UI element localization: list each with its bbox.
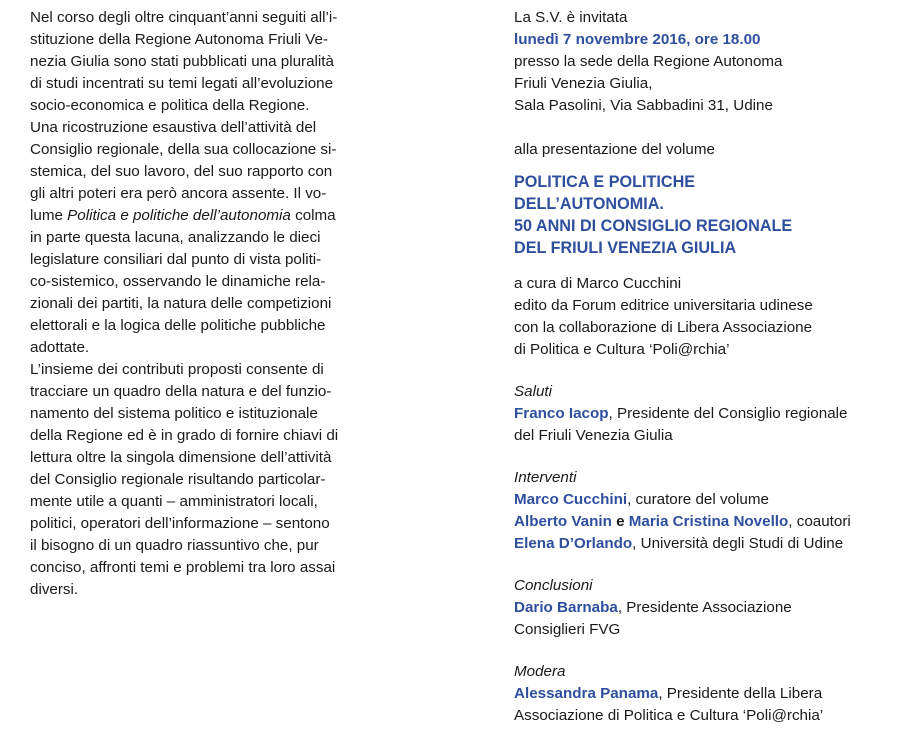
credit-line: edito da Forum editrice universitaria udinese xyxy=(514,297,813,314)
spacer xyxy=(514,641,899,661)
paragraph-line: Una ricostruzione esaustiva dell’attività del xyxy=(30,119,317,136)
event-date: lunedì 7 novembre 2016, ore 18.00 xyxy=(514,31,761,48)
paragraph-line: Consiglio regionale, della sua collocazione si- xyxy=(30,141,337,158)
section-label-saluti: Saluti xyxy=(514,383,552,400)
speaker-name: Dario Barnaba xyxy=(514,599,618,616)
speaker-role: , Presidente della Libera xyxy=(658,685,823,702)
paragraph-line: di studi incentrati su temi legati all’evoluzione xyxy=(30,75,334,92)
speaker-role-line: del Friuli Venezia Giulia xyxy=(514,427,673,444)
paragraph-line: Nel corso degli oltre cinquant’anni seguiti all’i- xyxy=(30,9,338,26)
speaker-line xyxy=(514,683,899,705)
speaker-role: , coautori xyxy=(788,513,851,530)
paragraph-line: in parte questa lacuna, analizzando le dieci xyxy=(30,229,321,246)
invitation-column xyxy=(514,7,899,727)
paragraph-line: L’insieme dei contributi proposti consente di xyxy=(30,361,324,378)
description-column xyxy=(30,7,380,601)
credit-line: a cura di Marco Cucchini xyxy=(514,275,682,292)
book-title-line: 50 ANNI DI CONSIGLIO REGIONALE xyxy=(514,217,793,235)
speaker-name: Marco Cucchini xyxy=(514,491,628,508)
spacer xyxy=(514,555,899,575)
speaker-role: , curatore del volume xyxy=(627,491,769,508)
speaker-line xyxy=(514,403,899,425)
paragraph-line: co-sistemico, osservando le dinamiche rela- xyxy=(30,273,326,290)
presentation-line: alla presentazione del volume xyxy=(514,141,715,158)
speaker-name: Maria Cristina Novello xyxy=(628,513,789,530)
spacer xyxy=(514,117,899,139)
paragraph-line: del Consiglio regionale risultando particolar- xyxy=(30,471,326,488)
section-label-conclusioni: Conclusioni xyxy=(514,577,593,594)
paragraph-line: stemica, del suo lavoro, del suo rapporto con xyxy=(30,163,333,180)
spacer xyxy=(514,161,899,171)
speaker-name: Elena D’Orlando xyxy=(514,535,633,552)
speaker-line xyxy=(514,597,899,619)
paragraph-line: stituzione della Regione Autonoma Friuli Ve- xyxy=(30,31,329,48)
book-title-line: DEL FRIULI VENEZIA GIULIA xyxy=(514,239,737,257)
paragraph-line: il bisogno di un quadro riassuntivo che, pur xyxy=(30,537,319,554)
speaker-line xyxy=(514,533,899,555)
venue-line: presso la sede della Regione Autonoma xyxy=(514,53,783,70)
book-title-line: POLITICA E POLITICHE xyxy=(514,173,696,191)
spacer xyxy=(514,361,899,381)
paragraph-line: namento del sistema politico e istituzionale xyxy=(30,405,318,422)
book-title-line: DELL’AUTONOMIA. xyxy=(514,195,664,213)
section-label-modera: Modera xyxy=(514,663,566,680)
paragraph-line: lettura oltre la singola dimensione dell’attività xyxy=(30,449,332,466)
paragraph-line: della Regione ed è in grado di fornire chiavi di xyxy=(30,427,339,444)
spacer xyxy=(514,447,899,467)
paragraph-line: elettorali e la logica delle politiche pubbliche xyxy=(30,317,326,334)
book-title-italic: Politica e politiche dell’autonomia xyxy=(67,207,291,224)
paragraph-line: zionali dei partiti, la natura delle competizioni xyxy=(30,295,332,312)
paragraph-line: conciso, affronti temi e problemi tra loro assai xyxy=(30,559,336,576)
speaker-role: , Presidente del Consiglio regionale xyxy=(608,405,848,422)
text-fragment: lume xyxy=(30,207,68,224)
speaker-name: Alessandra Panama xyxy=(514,685,659,702)
paragraph-line: tracciare un quadro della natura e del funzio- xyxy=(30,383,332,400)
speaker-role-line: Consiglieri FVG xyxy=(514,621,621,638)
credit-line: di Politica e Cultura ‘Poli@rchia’ xyxy=(514,341,730,358)
speaker-line xyxy=(514,489,899,511)
credit-line: con la collaborazione di Libera Associazione xyxy=(514,319,813,336)
paragraph-line: socio-economica e politica della Regione. xyxy=(30,97,310,114)
paragraph-line: legislature consiliari dal punto di vista politi- xyxy=(30,251,322,268)
paragraph-line: mente utile a quanti – amministratori locali, xyxy=(30,493,318,510)
speaker-name: Alberto Vanin xyxy=(514,513,612,530)
book-title xyxy=(514,171,899,259)
paragraph-line-with-book-title xyxy=(30,205,380,227)
speaker-role: , Università degli Studi di Udine xyxy=(632,535,844,552)
paragraph-line: nezia Giulia sono stati pubblicati una pluralità xyxy=(30,53,334,70)
paragraph-line: diversi. xyxy=(30,581,79,598)
paragraph-line: adottate. xyxy=(30,339,90,356)
spacer xyxy=(514,259,899,273)
section-label-interventi: Interventi xyxy=(514,469,577,486)
venue-line: Sala Pasolini, Via Sabbadini 31, Udine xyxy=(514,97,773,114)
speaker-role: , Presidente Associazione xyxy=(617,599,792,616)
speaker-line xyxy=(514,511,899,533)
conjunction: e xyxy=(611,513,629,530)
speaker-role-line: Associazione di Politica e Cultura ‘Poli@rchia’ xyxy=(514,707,824,724)
invite-line: La S.V. è invitata xyxy=(514,9,628,26)
paragraph-line: gli altri poteri era però ancora assente. Il vo- xyxy=(30,185,327,202)
speaker-name: Franco Iacop xyxy=(514,405,609,422)
venue-line: Friuli Venezia Giulia, xyxy=(514,75,653,92)
text-fragment: colma xyxy=(290,207,336,224)
paragraph-line: politici, operatori dell’informazione – sentono xyxy=(30,515,330,532)
